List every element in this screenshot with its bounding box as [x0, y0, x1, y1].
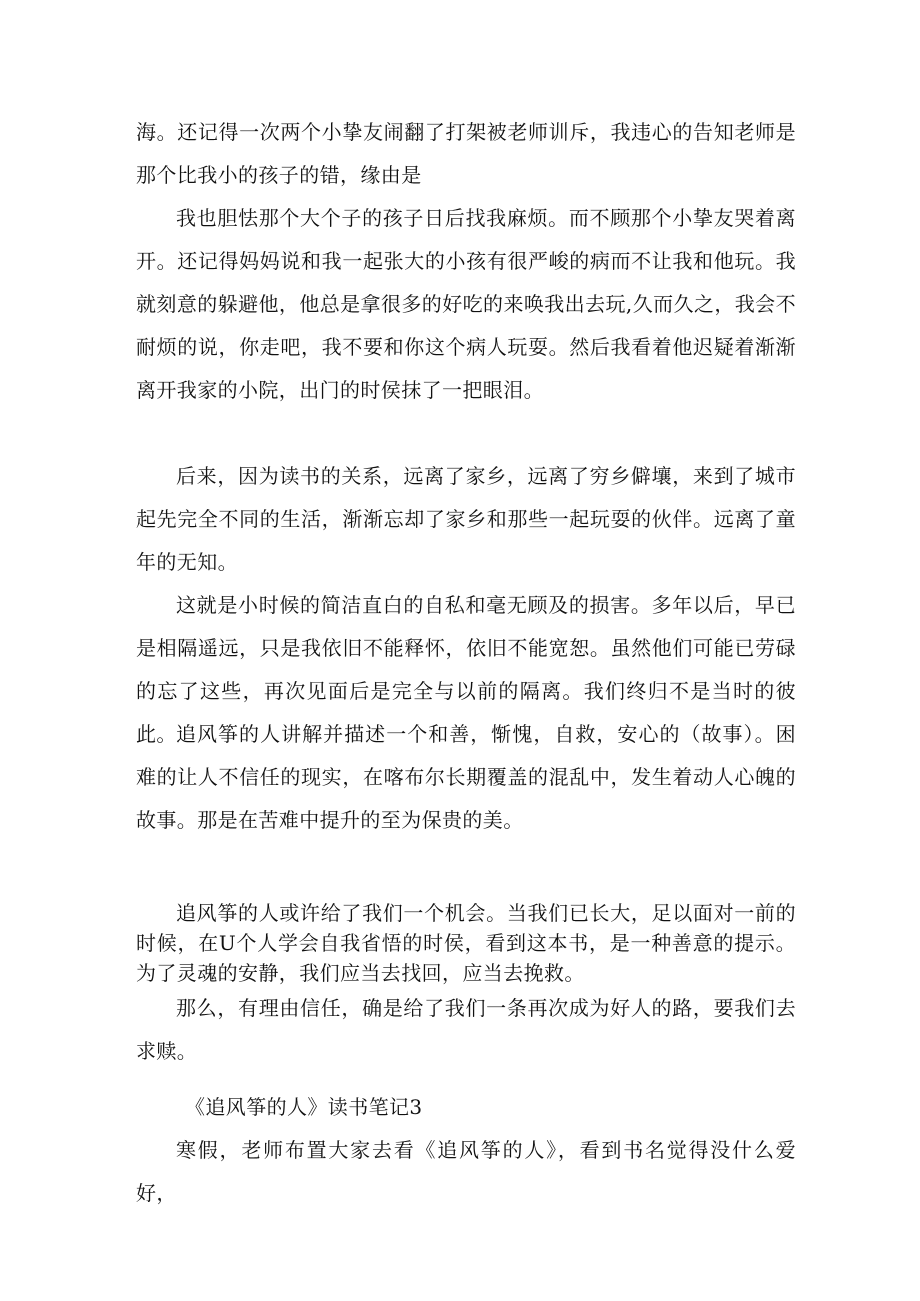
paragraph-6: 追风筝的人或许给了我们一个机会。当我们已长大，足以面对一前的时候，在U个人学会自我省悟的时侯，看到这本书，是一种善意的提示。为了灵魂的安静，我们应当去找回，应当去挽救。 — [136, 901, 796, 985]
paragraph-7: 那么，有理由信任，确是给了我们一条再次成为好人的路，要我们去求赎。 — [136, 996, 796, 1063]
paragraph-3: 后来，因为读书的关系，远离了家乡，远离了穷乡僻壤，来到了城市起先完全不同的生活，渐渐忘却了家乡和那些一起玩耍的伙伴。远离了童年的无知。 — [136, 464, 796, 574]
paragraph-5: 追风筝的人讲解并描述一个和善，惭愧，自救，安心的（故事）。困难的让人不信任的现实，在喀布尔长期覆盖的混乱中，发生着动人心魄的故事。那是在苦难中提升的至为保贵的美。 — [136, 722, 796, 832]
paragraph-2: 我也胆怯那个大个子的孩子日后找我麻烦。而不顾那个小挚友哭着离开。还记得妈妈说和我一起张大的小孩有很严峻的病而不让我和他玩。我就刻意的躲避他，他总是拿很多的好吃的来唤我出去玩,久而久之，我会不耐烦的说，你走吧，我不要和你这个病人玩耍。然后我看着他迟疑着渐渐离开我家的小院，出门的时侯抹了一把眼泪。 — [136, 206, 796, 402]
section-heading: 《追风筝的人》读书笔记3 — [185, 1095, 423, 1119]
paragraph-4: 这就是小时候的简洁直白的自私和毫无顾及的损害。多年以后，早已是相隔遥远，只是我依旧不能释怀，依旧不能宽恕。虽然他们可能已劳碌的忘了这些，再次见面后是完全与以前的隔离。我们终归不是当时的彼此。 — [136, 593, 796, 746]
paragraph-8: 寒假，老师布置大家去看《追风筝的人》，看到书名觉得没什么爱好， — [136, 1138, 796, 1205]
paragraph-1: 海。还记得一次两个小挚友闹翻了打架被老师训斥，我违心的告知老师是那个比我小的孩子的错，缘由是 — [136, 120, 796, 187]
